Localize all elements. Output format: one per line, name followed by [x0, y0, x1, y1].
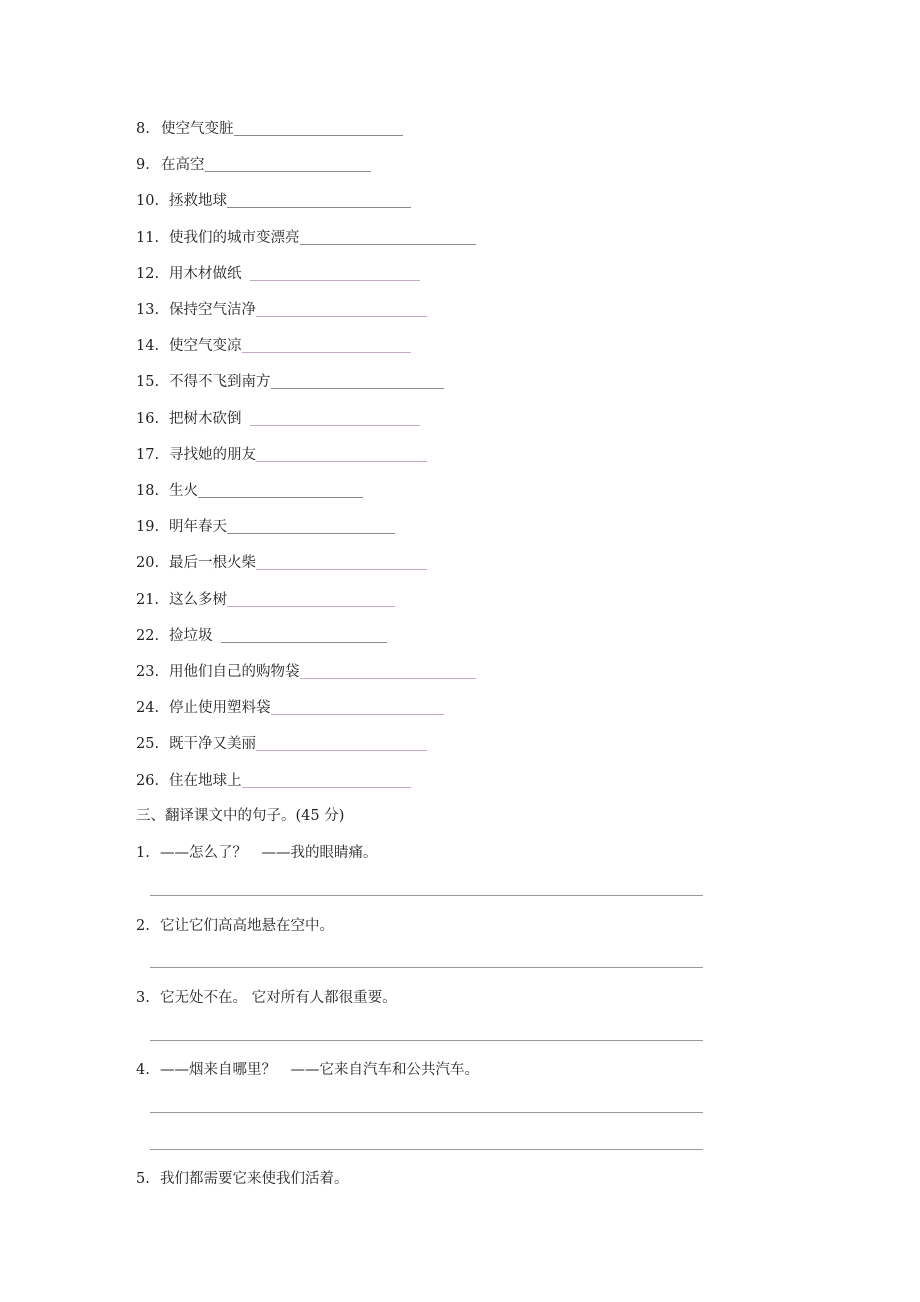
- item-number: 19.: [136, 519, 160, 536]
- answer-blank[interactable]: [221, 628, 388, 643]
- question-text: 它无处不在。 它对所有人都很重要。: [160, 990, 397, 1006]
- item-text: 保持空气洁净: [169, 302, 256, 318]
- fill-item: [136, 445, 427, 465]
- item-text: 用他们自己的购物袋: [169, 664, 300, 680]
- item-text: 既干净又美丽: [169, 736, 256, 753]
- answer-line[interactable]: [150, 1040, 703, 1041]
- item-text: 寻找她的朋友: [169, 446, 256, 463]
- fill-item: [136, 771, 411, 791]
- fill-item: [136, 155, 371, 175]
- answer-blank[interactable]: [300, 664, 477, 679]
- item-number: 22.: [136, 627, 160, 644]
- answer-line[interactable]: [150, 967, 703, 968]
- question-text: ——烟来自哪里？ ——它来自汽车和公共汽车。: [160, 1062, 479, 1078]
- item-number: 18.: [136, 483, 160, 499]
- answer-line[interactable]: [150, 895, 703, 896]
- section-3-heading: 三、翻译课文中的句子。(45 分): [136, 808, 345, 824]
- answer-blank[interactable]: [227, 519, 395, 534]
- fill-item: [136, 336, 411, 356]
- item-text: 拯救地球: [169, 193, 227, 210]
- question-text: 它让它们高高地悬在空中。: [160, 918, 334, 934]
- item-number: 11.: [136, 229, 160, 246]
- answer-blank[interactable]: [250, 266, 421, 281]
- translation-question: [136, 843, 378, 863]
- question-number: 5.: [136, 1171, 150, 1187]
- answer-blank[interactable]: [205, 157, 372, 172]
- item-number: 20.: [136, 555, 160, 572]
- item-text: 明年春天: [169, 519, 227, 536]
- answer-line[interactable]: [150, 1112, 703, 1113]
- item-text: 不得不飞到南方: [169, 374, 271, 391]
- answer-blank[interactable]: [256, 736, 427, 751]
- translation-question: [136, 1060, 479, 1080]
- item-number: 17.: [136, 446, 160, 463]
- item-text: 用木材做纸: [169, 265, 242, 282]
- fill-item: [136, 119, 403, 139]
- answer-blank[interactable]: [234, 121, 404, 136]
- item-text: 停止使用塑料袋: [169, 700, 271, 717]
- item-number: 24.: [136, 700, 160, 717]
- fill-item: [136, 662, 476, 682]
- answer-blank[interactable]: [198, 483, 363, 498]
- item-number: 13.: [136, 302, 160, 318]
- translation-question: [136, 1169, 349, 1189]
- fill-item: [136, 372, 444, 392]
- fill-item: [136, 517, 395, 537]
- item-text: 使空气变凉: [169, 338, 242, 355]
- item-text: 使空气变脏: [161, 121, 234, 137]
- fill-item: [136, 264, 420, 284]
- answer-blank[interactable]: [256, 555, 427, 570]
- answer-blank[interactable]: [256, 447, 427, 462]
- item-number: 26.: [136, 772, 160, 789]
- answer-blank[interactable]: [227, 592, 395, 607]
- answer-blank[interactable]: [227, 193, 411, 208]
- item-number: 12.: [136, 265, 160, 282]
- item-text: 这么多树: [169, 591, 227, 608]
- translation-question: [136, 988, 397, 1008]
- question-number: 4.: [136, 1062, 150, 1078]
- question-number: 3.: [136, 990, 150, 1006]
- fill-item: [136, 228, 476, 248]
- fill-item: [136, 300, 427, 320]
- item-text: 住在地球上: [169, 772, 242, 789]
- item-number: 14.: [136, 338, 160, 355]
- item-text: 生火: [169, 483, 198, 499]
- fill-item: [136, 734, 427, 754]
- item-text: 捡垃圾: [169, 627, 213, 644]
- item-text: 在高空: [161, 157, 205, 174]
- question-number: 2.: [136, 918, 150, 934]
- translation-question: [136, 916, 334, 936]
- fill-item: [136, 698, 444, 718]
- item-number: 8.: [136, 121, 150, 137]
- fill-item: [136, 626, 387, 646]
- fill-item: [136, 553, 427, 573]
- answer-blank[interactable]: [271, 700, 445, 715]
- question-text: ——怎么了？ ——我的眼睛痛。: [160, 845, 378, 861]
- fill-item: [136, 409, 420, 429]
- fill-item: [136, 590, 395, 610]
- item-number: 9.: [136, 157, 150, 174]
- item-number: 16.: [136, 410, 160, 427]
- answer-blank[interactable]: [242, 338, 412, 353]
- answer-blank[interactable]: [300, 230, 477, 245]
- answer-blank[interactable]: [271, 374, 445, 389]
- answer-blank[interactable]: [256, 302, 427, 317]
- item-number: 10.: [136, 193, 160, 210]
- item-number: 15.: [136, 374, 160, 391]
- answer-blank[interactable]: [250, 411, 421, 426]
- question-number: 1.: [136, 845, 150, 861]
- item-text: 使我们的城市变漂亮: [169, 229, 300, 246]
- item-text: 把树木砍倒: [169, 410, 242, 427]
- item-text: 最后一根火柴: [169, 555, 256, 572]
- fill-item: [136, 191, 411, 211]
- item-number: 25.: [136, 736, 160, 753]
- answer-line[interactable]: [150, 1149, 703, 1150]
- item-number: 23.: [136, 664, 160, 680]
- fill-item: [136, 481, 363, 501]
- question-text: 我们都需要它来使我们活着。: [160, 1171, 349, 1187]
- answer-blank[interactable]: [242, 773, 412, 788]
- item-number: 21.: [136, 591, 160, 608]
